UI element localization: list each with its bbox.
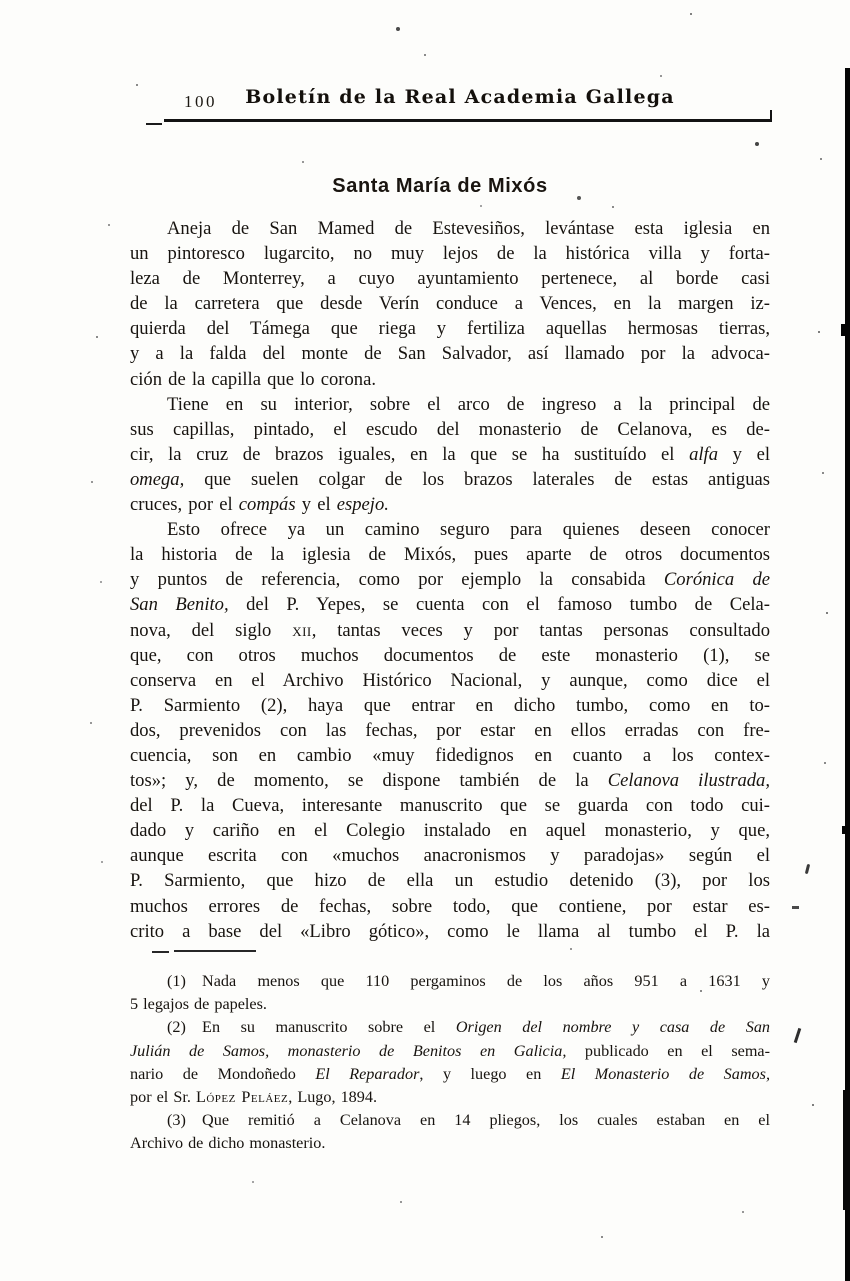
text-run: Esto ofrece ya un camino seguro para quienes deseen conocer (167, 519, 770, 541)
stray-ink-mark (792, 906, 799, 909)
italic-text-run: Julián de Samos, monasterio de Benitos en Galicia, (130, 1041, 567, 1060)
text-line (130, 1063, 770, 1086)
smallcaps-text-run: López Peláez (195, 1088, 289, 1107)
text-line (130, 492, 770, 517)
text-line (130, 542, 770, 567)
footnotes (130, 970, 770, 1156)
italic-text-run: espejo. (336, 494, 389, 516)
italic-text-run: omega, (130, 468, 185, 490)
text-run: Aneja de San Mamed de Estevesiños, levántase esta iglesia en (167, 218, 770, 239)
text-run: , Lugo, 1894. (288, 1088, 377, 1107)
smallcaps-text-run: xii (292, 619, 312, 641)
journal-title: Boletín de la Real Academia Gallega (245, 86, 675, 108)
italic-text-run: San Benito, (130, 594, 229, 616)
text-run: Tiene en su interior, sobre el arco de ingreso a la principal de (167, 393, 770, 415)
text-run: crito a base del «Libro gótico», como le llama al tumbo el P. la (130, 920, 770, 942)
text-line (130, 693, 770, 718)
text-line (130, 517, 770, 542)
text-run: del P. la Cueva, interesante manuscrito que se guarda con todo cui- (130, 795, 770, 817)
text-run: por el Sr. (130, 1088, 196, 1107)
text-line (130, 592, 770, 617)
text-run: aunque escrita con «muchos anacronismos y paradojas» según el (130, 845, 770, 867)
text-run: leza de Monterrey, a cuyo ayuntamiento pertenece, al borde casi (130, 268, 770, 290)
text-run: publicado en el sema- (566, 1041, 770, 1060)
text-run: del P. Yepes, se cuenta con el famoso tumbo de Cela- (228, 594, 770, 616)
text-run: P. Sarmiento (2), haya que entrar en dicho tumbo, como en to- (130, 694, 770, 716)
page-number: 100 (184, 92, 217, 111)
text-line (130, 618, 770, 643)
text-line (130, 316, 770, 341)
text-run: Archivo de dicho monasterio. (130, 1134, 326, 1153)
text-run: cruces, por el (130, 494, 239, 516)
text-line (130, 367, 770, 392)
scan-edge-artifact (843, 1090, 850, 1210)
scan-edge-artifact (841, 324, 850, 336)
text-run: ción de la capilla que lo corona. (130, 368, 376, 390)
text-run: muchos errores de fechas, sobre todo, que contiene, por estar es- (130, 895, 770, 917)
text-line (130, 843, 770, 868)
text-line (130, 266, 770, 291)
text-line (130, 291, 770, 316)
text-run: y el (295, 494, 337, 516)
text-line (130, 1040, 770, 1063)
text-run: dado y cariño en el Colegio instalado en aquel monasterio, y que, (130, 820, 770, 842)
italic-text-run: Origen del nombre y casa de San (455, 1018, 771, 1037)
text-run: y a la falda del monte de San Salvador, así llamado por la advoca- (130, 343, 770, 365)
header-rule (164, 119, 772, 122)
dust-specks (0, 0, 2, 2)
scan-edge-artifact (842, 826, 850, 834)
text-run: (2) En su manuscrito sobre el (167, 1018, 456, 1037)
italic-text-run: El Monasterio de Samos, (560, 1064, 770, 1083)
text-run: cuencia, son en cambio «muy fidedignos en cuanto a los contex- (130, 744, 770, 766)
text-line (130, 718, 770, 743)
text-run: de la carretera que desde Verín conduce a Vences, en la margen iz- (130, 293, 770, 315)
text-run: (3) Que remitió a Celanova en 14 pliegos, los cuales estaban en el (167, 1111, 770, 1130)
text-run: 5 legajos de papeles. (130, 995, 267, 1014)
italic-text-run: Celanova ilustrada, (607, 770, 770, 792)
text-line (130, 392, 770, 417)
text-line (130, 417, 770, 442)
header-rule-tick (770, 110, 772, 121)
text-run: la historia de la iglesia de Mixós, pues aparte de otros documentos (130, 544, 770, 566)
text-line (130, 993, 770, 1016)
text-line (130, 241, 770, 266)
stray-ink-mark (794, 1028, 801, 1043)
text-run: conserva en el Archivo Histórico Nacional, y aunque, como dice el (130, 669, 770, 691)
text-line (130, 1016, 770, 1039)
text-line (130, 216, 770, 241)
italic-text-run: compás (238, 494, 296, 516)
text-run: P. Sarmiento, que hizo de ella un estudio detenido (3), por los (130, 870, 770, 892)
text-run: sus capillas, pintado, el escudo del monasterio de Celanova, es de- (130, 418, 770, 440)
text-line (130, 1132, 770, 1155)
text-run: nova, del siglo (130, 619, 293, 641)
text-run: (1) Nada menos que 110 pergaminos de los años 951 a 1631 y (167, 972, 770, 990)
footnote-separator (174, 950, 256, 952)
text-run: que, con otros muchos documentos de este monasterio (1), se (130, 644, 770, 666)
text-run: , tantas veces y por tantas personas consultado (311, 619, 770, 641)
text-run: y puntos de referencia, como por ejemplo la consabida (130, 569, 664, 591)
body-text (130, 216, 770, 944)
text-line (130, 919, 770, 944)
text-line (130, 818, 770, 843)
text-line (130, 868, 770, 893)
text-line (130, 341, 770, 366)
text-line (130, 467, 770, 492)
footnote-separator (152, 951, 169, 953)
text-run: que suelen colgar de los brazos laterales de estas antiguas (184, 468, 770, 490)
text-run: quierda del Támega que riega y fertiliza aquellas hermosas tierras, (130, 318, 770, 340)
text-line (130, 793, 770, 818)
text-run: y el (718, 443, 770, 465)
text-run: tos»; y, de momento, se dispone también de la (130, 770, 608, 792)
text-run: dos, prevenidos con las fechas, por estar en ellos erradas con fre- (130, 719, 770, 741)
text-line (130, 1086, 770, 1109)
text-run: cir, la cruz de brazos iguales, en la que se ha sustituído el (130, 443, 690, 465)
header-rule-dash (146, 123, 162, 125)
text-line (130, 970, 770, 993)
text-run: un pintoresco lugarcito, no muy lejos de la histórica villa y forta- (130, 243, 770, 265)
text-run: , y luego en (419, 1064, 561, 1083)
text-line (130, 743, 770, 768)
article-title: Santa María de Mixós (332, 175, 548, 197)
italic-text-run: alfa (689, 443, 719, 465)
text-line (130, 567, 770, 592)
text-line (130, 668, 770, 693)
stray-ink-mark (805, 864, 810, 874)
text-line (130, 1109, 770, 1132)
text-run: nario de Mondoñedo (130, 1064, 316, 1083)
text-line (130, 894, 770, 919)
text-line (130, 643, 770, 668)
text-line (130, 768, 770, 793)
text-line (130, 442, 770, 467)
italic-text-run: El Reparador (315, 1064, 420, 1083)
italic-text-run: Corónica de (663, 569, 770, 591)
